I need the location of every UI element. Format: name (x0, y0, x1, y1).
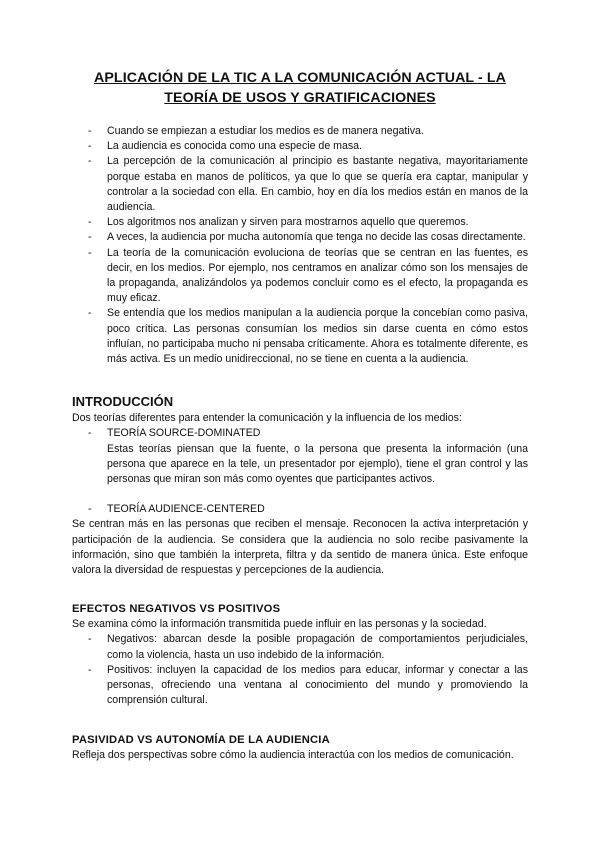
list-item: - Positivos: incluyen la capacidad de los medios para educar, informar y conectar a las personas, ofreciendo una ventana al conocimiento del mundo y promoviendo la comprensión cultural. (88, 663, 528, 709)
passivity-heading: PASIVIDAD VS AUTONOMÍA DE LA AUDIENCIA (72, 733, 330, 746)
introduction-lead: Dos teorías diferentes para entender la comunicación y la influencia de los medios: (72, 412, 462, 425)
theory-audience-centered-label: - TEORÍA AUDIENCE-CENTERED (88, 502, 528, 517)
theory-audience-centered-text: Se centran más en las personas que reciben el mensaje. Reconocen la activa interpretación y participación de la audiencia. Se considera que la audiencia no solo recibe pasivamente la información, sino que también la interpreta, filtra y da sentido de manera única. Este enfoque valora la diversidad de respuestas y percepciones de la audiencia. (72, 518, 528, 577)
list-item: - Cuando se empiezan a estudiar los medios es de manera negativa. (88, 124, 528, 139)
list-item: - Negativos: abarcan desde la posible propagación de comportamientos perjudiciales, como la violencia, hasta un uso indebido de la información. (88, 632, 528, 662)
spacer (72, 578, 528, 593)
list-item: - La audiencia es conocida como una especie de masa. (88, 139, 528, 154)
spacer (72, 487, 528, 502)
list-item: - La teoría de la comunicación evoluciona de teorías que se centran en las fuentes, es decir, en los medios. Por ejemplo, nos centramos en analizar cómo son los mensajes de la propaganda, analizándolos ya podemos concluir como es el efecto, la propaganda es muy eficaz. (88, 246, 528, 307)
document-title: APLICACIÓN DE LA TIC A LA COMUNICACIÓN ACTUAL - LA TEORÍA DE USOS Y GRATIFICACIONES (94, 70, 506, 106)
effects-heading: EFECTOS NEGATIVOS VS POSITIVOS (72, 603, 281, 616)
effects-list (72, 632, 528, 708)
theory-audience-list (72, 502, 528, 517)
passivity-text: Refleja dos perspectivas sobre cómo la audiencia interactúa con los medios de comunicación. (72, 748, 514, 761)
theory-source-dominated-text: Estas teorías piensan que la fuente, o la persona que presenta la información (una persona que aparece en la tele, un presentador por ejemplo), tiene el gran control y las personas que miran son más como oyentes que participantes activos. (107, 442, 528, 486)
list-item: - Se entendía que los medios manipulan a la audiencia porque la concebían como pasiva, poco crítica. Las personas consumían los medios sin darse cuenta en cómo estos influían, no participaba mucho ni pensaba críticamente. Ahora es totalmente diferente, es más activa. Es un medio unidireccional, no se tiene en cuenta a la audiencia. (88, 306, 528, 367)
list-item: - La percepción de la comunicación al principio es bastante negativa, mayoritariamente porque estaba en manos de políticos, ya que lo que se quería era captar, manipular y controlar a la sociedad con ella. En cambio, hoy en día los medios están en manos de la audiencia. (88, 154, 528, 215)
spacer (72, 709, 528, 724)
list-item: - Los algoritmos nos analizan y sirven para mostrarnos aquello que queremos. (88, 215, 528, 230)
list-item: - A veces, la audiencia por mucha autonomía que tenga no decide las cosas directamente. (88, 230, 528, 245)
introduction-heading: INTRODUCCIÓN (72, 394, 174, 410)
theory-source-dominated-label: - TEORÍA SOURCE-DOMINATED (88, 426, 528, 441)
effects-lead: Se examina cómo la información transmitida puede influir en las personas y la sociedad. (72, 618, 487, 631)
theory-source-list (72, 426, 528, 441)
intro-bullet-list (72, 124, 528, 367)
